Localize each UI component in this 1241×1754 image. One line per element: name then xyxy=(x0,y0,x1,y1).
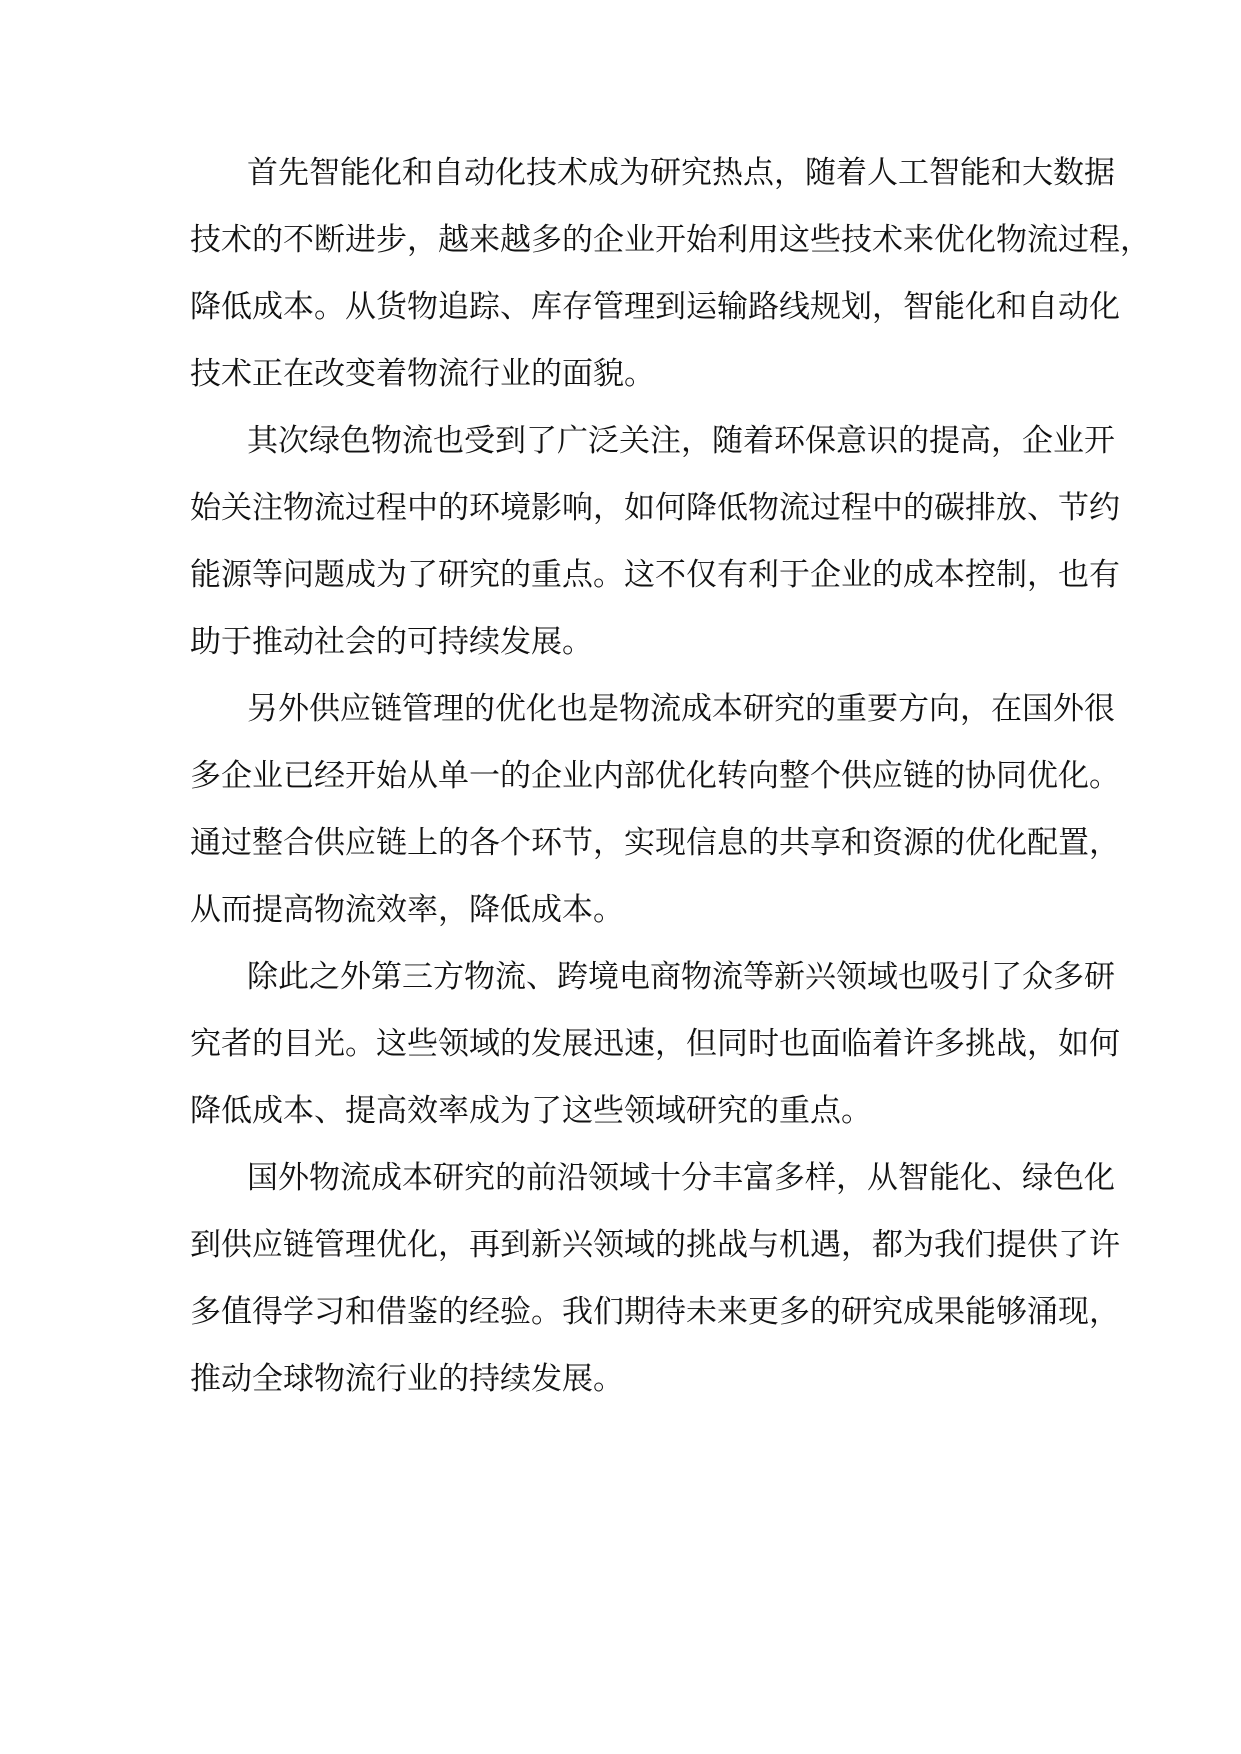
text-line: 从而提高物流效率，降低成本。 xyxy=(190,892,624,928)
text-line: 另外供应链管理的优化也是物流成本研究的重要方向，在国外很 xyxy=(247,691,1115,727)
text-line: 技术正在改变着物流行业的面貌。 xyxy=(190,356,655,392)
paragraph-emerging-fields xyxy=(190,944,1120,1145)
text-line: 首先智能化和自动化技术成为研究热点，随着人工智能和大数据 xyxy=(247,155,1115,191)
document-body xyxy=(190,140,1151,1413)
paragraph-conclusion xyxy=(190,1145,1120,1413)
paragraph-intelligent-automation xyxy=(190,140,1151,408)
text-line: 多企业已经开始从单一的企业内部优化转向整个供应链的协同优化。 xyxy=(190,758,1120,794)
text-line: 降低成本。从货物追踪、库存管理到运输路线规划，智能化和自动化 xyxy=(190,289,1120,325)
text-line: 国外物流成本研究的前沿领域十分丰富多样，从智能化、绿色化 xyxy=(247,1160,1115,1196)
text-line: 能源等问题成为了研究的重点。这不仅有利于企业的成本控制，也有 xyxy=(190,557,1120,593)
text-line: 到供应链管理优化，再到新兴领域的挑战与机遇，都为我们提供了许 xyxy=(190,1227,1120,1263)
text-line: 推动全球物流行业的持续发展。 xyxy=(190,1361,624,1397)
paragraph-green-logistics xyxy=(190,408,1120,676)
text-line: 降低成本、提高效率成为了这些领域研究的重点。 xyxy=(190,1093,872,1129)
text-line: 多值得学习和借鉴的经验。我们期待未来更多的研究成果能够涌现， xyxy=(190,1294,1120,1330)
paragraph-supply-chain xyxy=(190,676,1120,944)
text-line: 通过整合供应链上的各个环节，实现信息的共享和资源的优化配置， xyxy=(190,825,1120,861)
text-line: 其次绿色物流也受到了广泛关注，随着环保意识的提高，企业开 xyxy=(247,423,1115,459)
text-line: 助于推动社会的可持续发展。 xyxy=(190,624,593,660)
text-line: 究者的目光。这些领域的发展迅速，但同时也面临着许多挑战，如何 xyxy=(190,1026,1120,1062)
text-line: 技术的不断进步，越来越多的企业开始利用这些技术来优化物流过程， xyxy=(190,222,1151,258)
text-line: 除此之外第三方物流、跨境电商物流等新兴领域也吸引了众多研 xyxy=(247,959,1115,995)
text-line: 始关注物流过程中的环境影响，如何降低物流过程中的碳排放、节约 xyxy=(190,490,1120,526)
